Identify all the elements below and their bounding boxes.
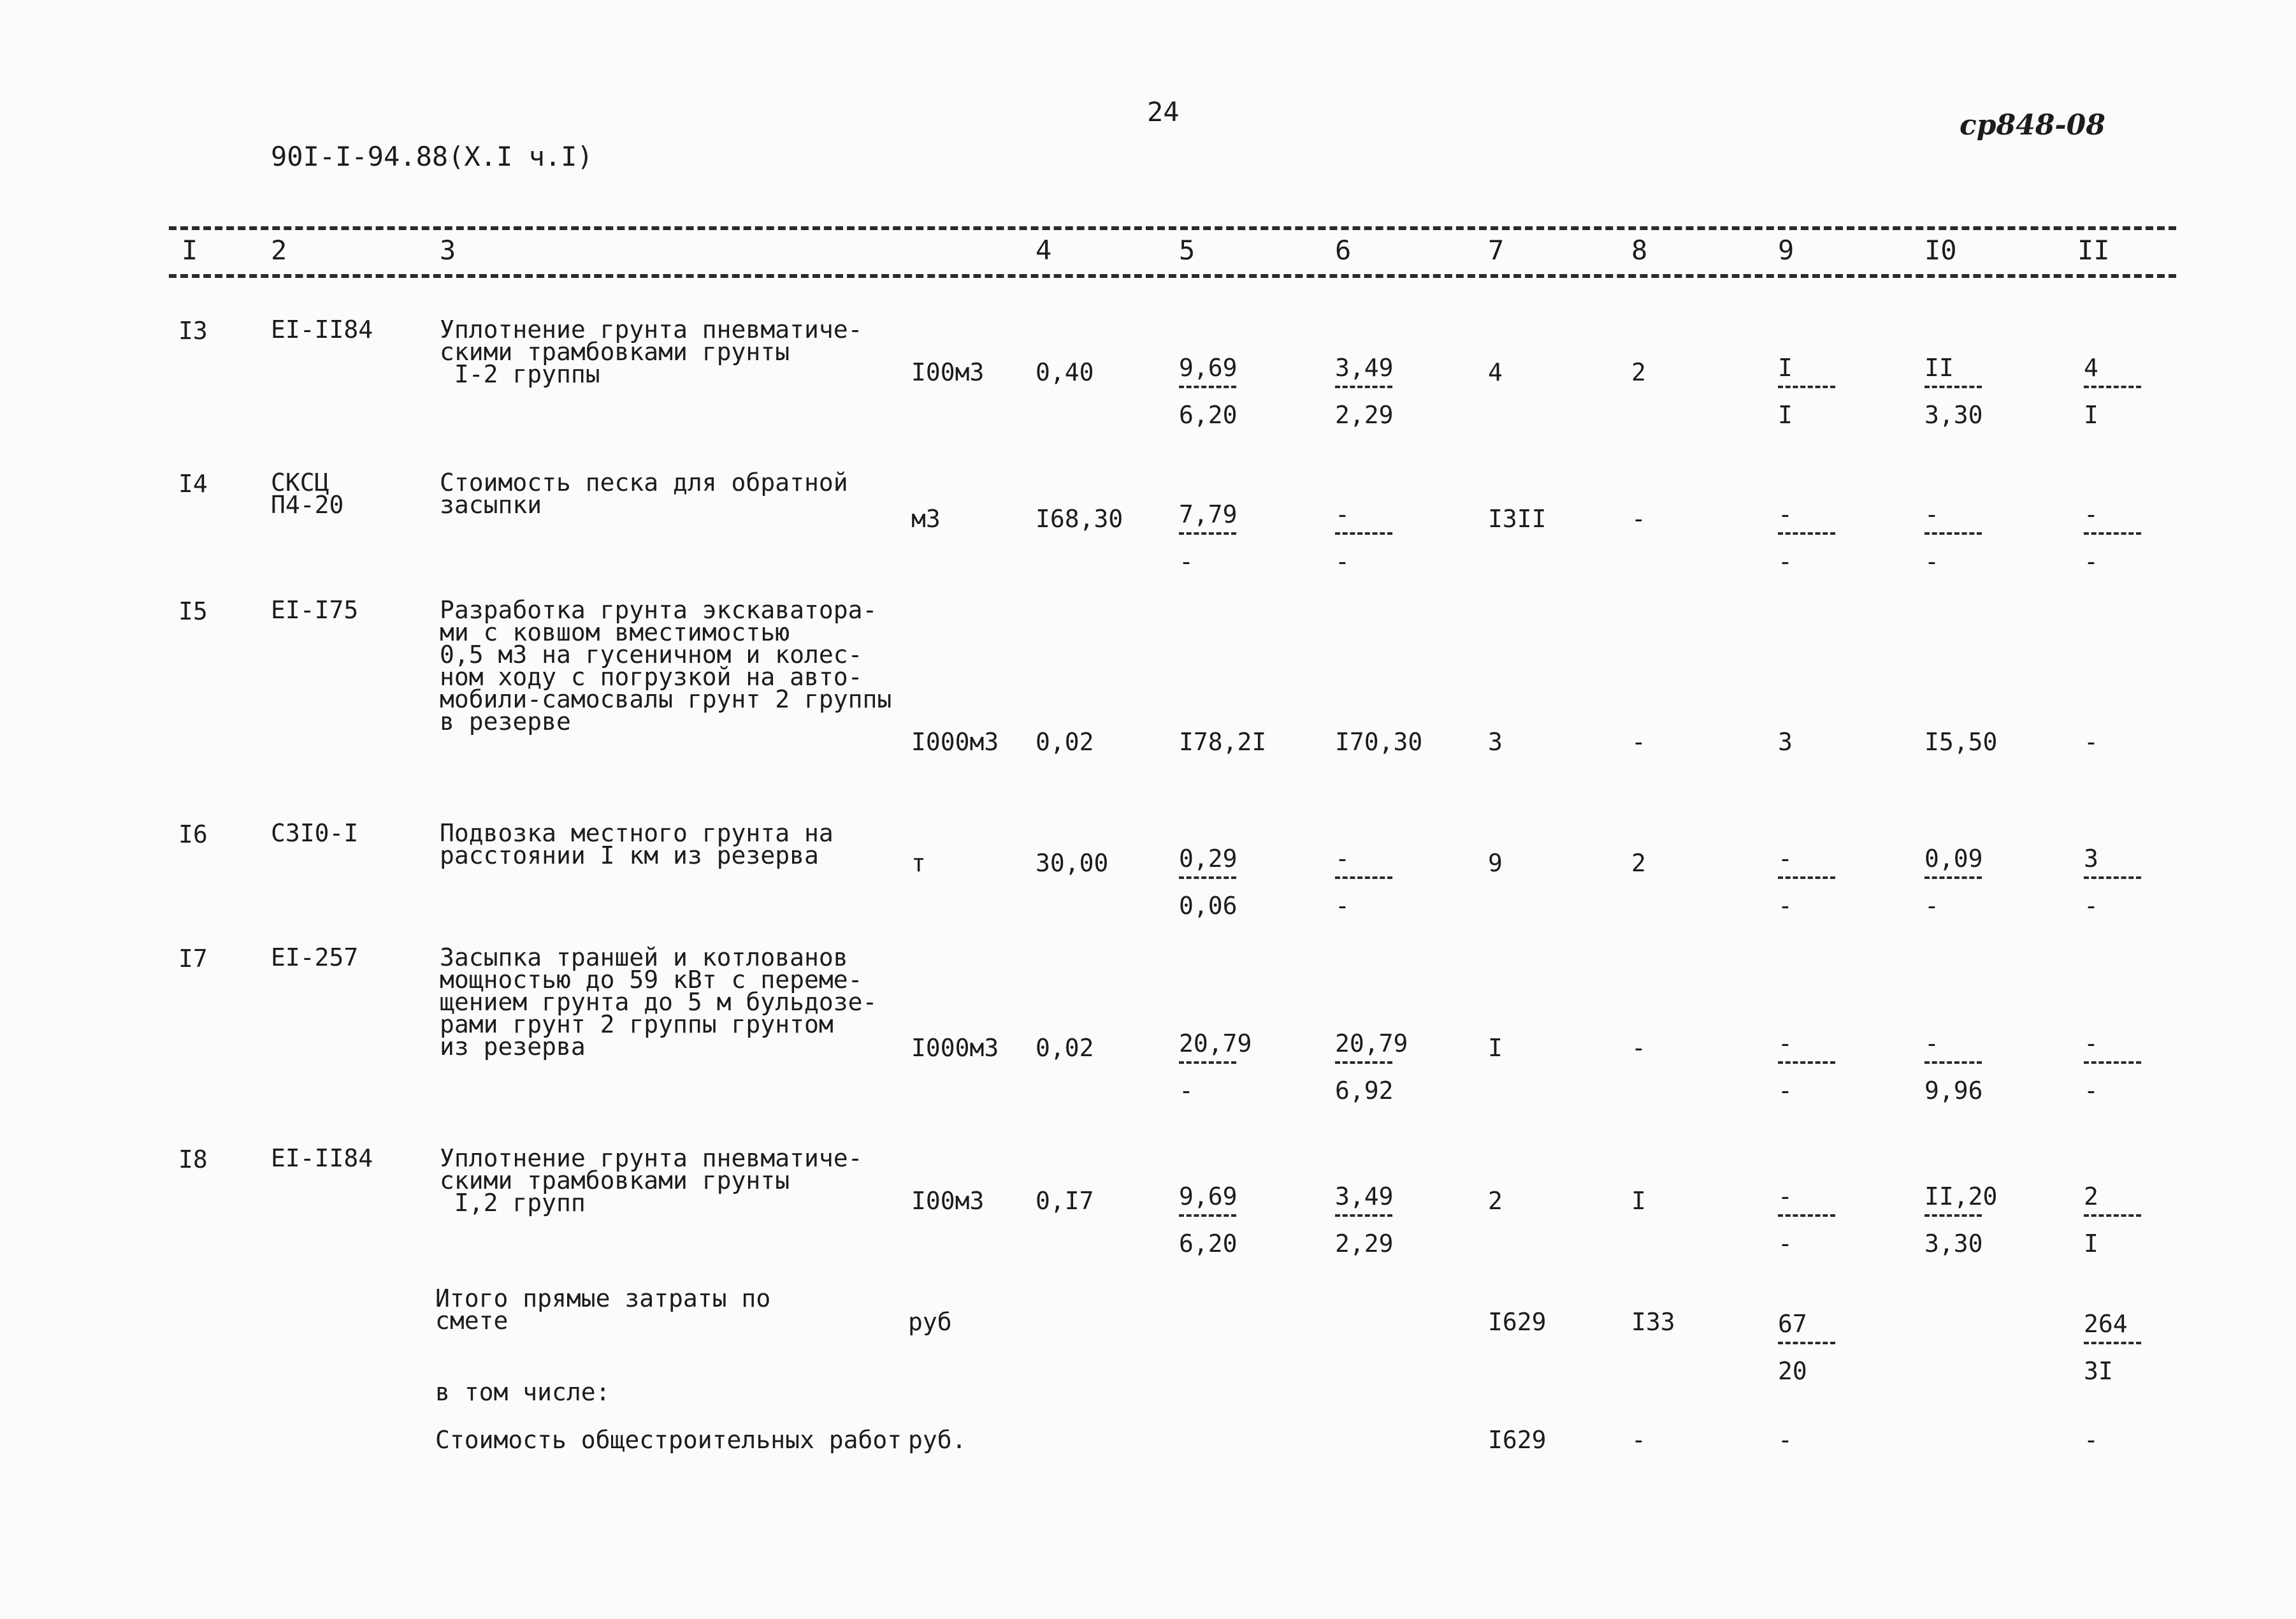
- row-col-10: [1924, 1182, 1998, 1258]
- row-col-9-fraction-bar: [1778, 1061, 1835, 1064]
- row-col-11: [2084, 354, 2148, 429]
- row-col-11-numerator: 4: [2084, 354, 2098, 382]
- row-col-8: -: [1631, 505, 1646, 533]
- row-col-10-fraction-bar: [1924, 386, 1982, 388]
- row-col-6-numerator: -: [1335, 845, 1350, 873]
- row-col-5-numerator: 9,69: [1179, 1182, 1238, 1210]
- row-col-8: -: [1631, 1034, 1646, 1062]
- row-code: EI-II84: [271, 1144, 373, 1172]
- column-header-8: 8: [1631, 235, 1648, 266]
- row-description: Уплотнение грунта пневматиче- скими трамбовками грунты I-2 группы: [440, 316, 863, 388]
- row-col-5-fraction-bar: [1179, 1061, 1236, 1064]
- row-col-9-denominator: -: [1778, 1077, 1793, 1105]
- total-col-9: [1778, 1310, 1842, 1385]
- row-col-6-denominator: 2,29: [1335, 1230, 1394, 1258]
- row-col-6: [1335, 845, 1399, 920]
- row-col-5: [1179, 1182, 1243, 1258]
- row-col-7: 9: [1488, 849, 1503, 877]
- row-col-10-numerator: -: [1924, 1029, 1939, 1057]
- row-col-11-numerator: 3: [2084, 845, 2098, 873]
- row-col-6: [1335, 1182, 1399, 1258]
- row-number: I3: [178, 317, 208, 345]
- row-col-7: 4: [1488, 358, 1503, 386]
- row-col-8: -: [1631, 728, 1646, 756]
- row-col-6-fraction-bar: [1335, 1061, 1392, 1064]
- row-col-5-fraction-bar: [1179, 876, 1236, 879]
- including-label: в том числе:: [435, 1378, 610, 1406]
- row-col-10-denominator: 3,30: [1924, 401, 1983, 429]
- row-col-10: [1924, 1029, 1988, 1105]
- row-col-6-numerator: 3,49: [1335, 1182, 1394, 1210]
- row-col-10: I5,50: [1924, 728, 1998, 756]
- general-col-7: I629: [1488, 1426, 1547, 1454]
- header-rule-bottom: [169, 274, 2176, 278]
- row-col-10: [1924, 354, 1988, 429]
- row-col-5-numerator: 0,29: [1179, 845, 1238, 873]
- row-description: Стоимость песка для обратной засыпки: [440, 468, 848, 519]
- row-col-7: 3: [1488, 728, 1503, 756]
- row-col-6-fraction-bar: [1335, 532, 1392, 535]
- row-col-10-numerator: II: [1924, 354, 1954, 382]
- row-col-5: I78,2I: [1179, 728, 1267, 756]
- row-col-11: [2084, 1182, 2148, 1258]
- row-col-8: 2: [1631, 849, 1646, 877]
- column-header-2: 2: [271, 235, 287, 266]
- row-col-5: [1179, 500, 1243, 576]
- row-col-6: I70,30: [1335, 728, 1423, 756]
- row-col-5-fraction-bar: [1179, 386, 1236, 388]
- total-col-9-numerator: 67: [1778, 1310, 1807, 1338]
- column-header-11: II: [2077, 235, 2110, 266]
- row-number: I6: [178, 820, 208, 848]
- row-col-10-fraction-bar: [1924, 1061, 1982, 1064]
- row-number: I5: [178, 597, 208, 625]
- row-description: Разработка грунта экскаватора- ми с ковшом вместимостью 0,5 м3 на гусеничном и колес- ном ходу с погрузкой на авто- мобили-самосвалы грунт 2 группы в резерве: [440, 596, 892, 736]
- row-col-11-denominator: -: [2084, 1077, 2098, 1105]
- row-col-11-denominator: I: [2084, 1230, 2098, 1258]
- row-col-8: I: [1631, 1187, 1646, 1215]
- row-col-9-numerator: -: [1778, 845, 1793, 873]
- row-col-6-denominator: 6,92: [1335, 1077, 1394, 1105]
- row-col-6-numerator: -: [1335, 500, 1350, 528]
- row-quantity: 0,40: [1036, 358, 1094, 386]
- row-col-10-denominator: 3,30: [1924, 1230, 1983, 1258]
- row-quantity: 0,I7: [1036, 1187, 1094, 1215]
- row-col-11: [2084, 845, 2148, 920]
- general-works-unit: руб.: [908, 1426, 967, 1454]
- row-col-6-numerator: 20,79: [1335, 1029, 1408, 1057]
- row-col-5-numerator: 9,69: [1179, 354, 1238, 382]
- row-unit: м3: [911, 505, 941, 533]
- column-header-6: 6: [1335, 235, 1352, 266]
- general-col-8: -: [1631, 1426, 1646, 1454]
- column-header-1: I: [182, 235, 198, 266]
- row-col-11-fraction-bar: [2084, 1061, 2141, 1064]
- row-quantity: I68,30: [1036, 505, 1123, 533]
- row-col-10-denominator: 9,96: [1924, 1077, 1983, 1105]
- row-col-11-fraction-bar: [2084, 532, 2141, 535]
- row-col-9-numerator: -: [1778, 1029, 1793, 1057]
- general-col-11: -: [2084, 1426, 2098, 1454]
- row-description: Уплотнение грунта пневматиче- скими трамбовками грунты I,2 групп: [440, 1144, 863, 1217]
- row-col-6-fraction-bar: [1335, 386, 1392, 388]
- row-code: EI-I75: [271, 596, 359, 624]
- row-description: Подвозка местного грунта на расстоянии I км из резерва: [440, 819, 834, 869]
- row-code: EI-257: [271, 943, 359, 971]
- row-number: I4: [178, 470, 208, 498]
- row-code: СКСЦ П4-20: [271, 468, 344, 519]
- column-header-5: 5: [1179, 235, 1195, 266]
- row-col-10: [1924, 845, 1988, 920]
- row-col-11-denominator: -: [2084, 892, 2098, 920]
- row-col-9-numerator: -: [1778, 500, 1793, 528]
- row-col-5: [1179, 354, 1243, 429]
- row-col-10-fraction-bar: [1924, 876, 1982, 879]
- row-unit: т: [911, 849, 926, 877]
- row-col-11-numerator: -: [2084, 1029, 2098, 1057]
- row-number: I8: [178, 1145, 208, 1173]
- row-col-10: [1924, 500, 1988, 576]
- row-col-11-fraction-bar: [2084, 386, 2141, 388]
- row-unit: I000м3: [911, 728, 999, 756]
- row-col-9-numerator: I: [1778, 354, 1793, 382]
- row-col-5-numerator: 20,79: [1179, 1029, 1252, 1057]
- row-unit: I00м3: [911, 1187, 985, 1215]
- row-col-9: [1778, 1182, 1842, 1258]
- row-quantity: 0,02: [1036, 728, 1094, 756]
- page-number: 24: [1147, 96, 1180, 127]
- total-unit: руб: [908, 1308, 952, 1336]
- row-col-10-denominator: -: [1924, 548, 1939, 576]
- row-col-10-fraction-bar: [1924, 532, 1982, 535]
- row-description: Засыпка траншей и котлованов мощностью до 59 кВт с переме- щением грунта до 5 м бульдозе- рами грунт 2 группы грунтом из резерва: [440, 943, 877, 1061]
- row-col-5-denominator: -: [1179, 1077, 1194, 1105]
- row-col-9: [1778, 845, 1842, 920]
- row-col-5-denominator: 0,06: [1179, 892, 1238, 920]
- row-col-6-denominator: -: [1335, 548, 1350, 576]
- row-col-10-numerator: -: [1924, 500, 1939, 528]
- total-col-11-denominator: 3I: [2084, 1357, 2113, 1385]
- general-col-9: -: [1778, 1426, 1793, 1454]
- row-col-11-denominator: -: [2084, 548, 2098, 576]
- total-col-11-numerator: 264: [2084, 1310, 2128, 1338]
- row-col-9-denominator: -: [1778, 892, 1793, 920]
- column-header-4: 4: [1036, 235, 1052, 266]
- row-col-6-fraction-bar: [1335, 876, 1392, 879]
- row-col-9-fraction-bar: [1778, 1214, 1835, 1217]
- row-number: I7: [178, 945, 208, 973]
- total-label: Итого прямые затраты по смете: [435, 1284, 771, 1335]
- column-header-7: 7: [1488, 235, 1505, 266]
- column-header-3: 3: [440, 235, 456, 266]
- general-works-label: Стоимость общестроительных работ: [435, 1426, 902, 1454]
- row-col-9-numerator: -: [1778, 1182, 1793, 1210]
- row-col-5-numerator: 7,79: [1179, 500, 1238, 528]
- row-col-7: I: [1488, 1034, 1503, 1062]
- column-header-9: 9: [1778, 235, 1794, 266]
- row-col-5: [1179, 1029, 1252, 1105]
- row-col-6: [1335, 1029, 1408, 1105]
- row-col-5-fraction-bar: [1179, 532, 1236, 535]
- row-col-11-numerator: -: [2084, 500, 2098, 528]
- row-code: EI-II84: [271, 316, 373, 344]
- row-col-10-denominator: -: [1924, 892, 1939, 920]
- row-col-7: I3II: [1488, 505, 1547, 533]
- row-col-11-numerator: 2: [2084, 1182, 2098, 1210]
- row-col-6: [1335, 354, 1399, 429]
- row-col-9-denominator: -: [1778, 548, 1793, 576]
- row-col-9: [1778, 354, 1842, 429]
- row-quantity: 0,02: [1036, 1034, 1094, 1062]
- row-unit: I000м3: [911, 1034, 999, 1062]
- header-rule-top: [169, 226, 2176, 230]
- row-col-11-fraction-bar: [2084, 1214, 2141, 1217]
- column-header-10: I0: [1924, 235, 1957, 266]
- row-col-9: 3: [1778, 728, 1793, 756]
- row-col-11: -: [2084, 728, 2098, 756]
- row-col-9: [1778, 1029, 1842, 1105]
- row-col-9-denominator: -: [1778, 1230, 1793, 1258]
- row-col-9: [1778, 500, 1842, 576]
- row-col-11-denominator: I: [2084, 401, 2098, 429]
- total-col-11: [2084, 1310, 2148, 1385]
- total-col-7: I629: [1488, 1308, 1547, 1336]
- row-code: С3I0-I: [271, 819, 359, 847]
- total-col-8: I33: [1631, 1308, 1675, 1336]
- row-col-8: 2: [1631, 358, 1646, 386]
- row-col-6-denominator: 2,29: [1335, 401, 1394, 429]
- row-col-6-numerator: 3,49: [1335, 354, 1394, 382]
- row-col-9-fraction-bar: [1778, 876, 1835, 879]
- row-quantity: 30,00: [1036, 849, 1109, 877]
- row-col-7: 2: [1488, 1187, 1503, 1215]
- total-col-9-denominator: 20: [1778, 1357, 1807, 1385]
- row-col-5: [1179, 845, 1243, 920]
- row-col-5-fraction-bar: [1179, 1214, 1236, 1217]
- row-col-5-denominator: -: [1179, 548, 1194, 576]
- row-col-6-denominator: -: [1335, 892, 1350, 920]
- row-unit: I00м3: [911, 358, 985, 386]
- total-col-9-fraction-bar: [1778, 1342, 1835, 1344]
- row-col-5-denominator: 6,20: [1179, 401, 1238, 429]
- row-col-11: [2084, 500, 2148, 576]
- row-col-9-denominator: I: [1778, 401, 1793, 429]
- row-col-9-fraction-bar: [1778, 386, 1835, 388]
- row-col-11: [2084, 1029, 2148, 1105]
- row-col-6: [1335, 500, 1399, 576]
- archive-stamp: ср848-08: [1960, 109, 2105, 142]
- row-col-10-numerator: II,20: [1924, 1182, 1998, 1210]
- row-col-5-denominator: 6,20: [1179, 1230, 1238, 1258]
- row-col-9-fraction-bar: [1778, 532, 1835, 535]
- row-col-10-numerator: 0,09: [1924, 845, 1983, 873]
- row-col-11-fraction-bar: [2084, 876, 2141, 879]
- document-code: 90I-I-94.88(X.I ч.I): [271, 141, 593, 172]
- row-col-6-fraction-bar: [1335, 1214, 1392, 1217]
- total-col-11-fraction-bar: [2084, 1342, 2141, 1344]
- row-col-10-fraction-bar: [1924, 1214, 1982, 1217]
